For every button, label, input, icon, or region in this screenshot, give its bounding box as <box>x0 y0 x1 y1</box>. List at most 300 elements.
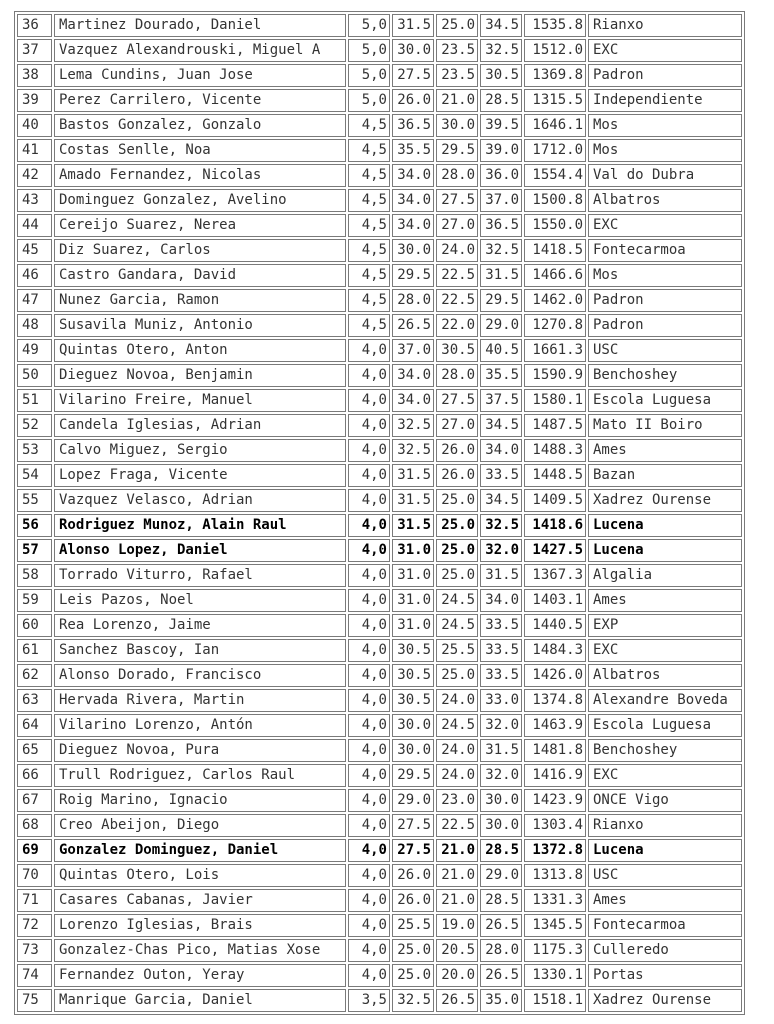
tiebreak-2-cell: 24.5 <box>436 714 478 737</box>
rating-performance-cell: 1448.5 <box>524 464 586 487</box>
tiebreak-3-cell: 31.5 <box>480 564 522 587</box>
rating-performance-cell: 1462.0 <box>524 289 586 312</box>
rating-performance-cell: 1303.4 <box>524 814 586 837</box>
player-name-cell: Susavila Muniz, Antonio <box>54 314 346 337</box>
table-row <box>17 539 742 562</box>
tiebreak-2-cell: 22.5 <box>436 814 478 837</box>
player-name-cell: Amado Fernandez, Nicolas <box>54 164 346 187</box>
tiebreak-2-cell: 27.0 <box>436 214 478 237</box>
points-cell: 4,0 <box>348 764 390 787</box>
points-cell: 3,5 <box>348 989 390 1012</box>
club-cell: EXC <box>588 639 742 662</box>
rating-performance-cell: 1426.0 <box>524 664 586 687</box>
rating-performance-cell: 1500.8 <box>524 189 586 212</box>
position-cell: 45 <box>17 239 52 262</box>
tiebreak-2-cell: 25.0 <box>436 489 478 512</box>
table-row <box>17 639 742 662</box>
tiebreak-2-cell: 27.5 <box>436 389 478 412</box>
table-row <box>17 314 742 337</box>
rating-performance-cell: 1367.3 <box>524 564 586 587</box>
tiebreak-2-cell: 26.0 <box>436 464 478 487</box>
table-row <box>17 239 742 262</box>
points-cell: 4,0 <box>348 739 390 762</box>
tiebreak-3-cell: 26.5 <box>480 914 522 937</box>
tiebreak-2-cell: 28.0 <box>436 364 478 387</box>
tiebreak-1-cell: 34.0 <box>392 164 434 187</box>
position-cell: 38 <box>17 64 52 87</box>
tiebreak-3-cell: 34.0 <box>480 589 522 612</box>
tiebreak-2-cell: 27.5 <box>436 189 478 212</box>
club-cell: EXC <box>588 764 742 787</box>
tiebreak-1-cell: 32.5 <box>392 414 434 437</box>
points-cell: 4,0 <box>348 489 390 512</box>
position-cell: 63 <box>17 689 52 712</box>
position-cell: 52 <box>17 414 52 437</box>
club-cell: Bazan <box>588 464 742 487</box>
table-row <box>17 914 742 937</box>
position-cell: 53 <box>17 439 52 462</box>
tiebreak-2-cell: 24.0 <box>436 764 478 787</box>
club-cell: Independiente <box>588 89 742 112</box>
player-name-cell: Hervada Rivera, Martin <box>54 689 346 712</box>
club-cell: Albatros <box>588 189 742 212</box>
tiebreak-2-cell: 30.0 <box>436 114 478 137</box>
tiebreak-2-cell: 24.5 <box>436 589 478 612</box>
tiebreak-1-cell: 29.5 <box>392 764 434 787</box>
table-row <box>17 939 742 962</box>
tiebreak-2-cell: 24.0 <box>436 689 478 712</box>
tiebreak-3-cell: 33.0 <box>480 689 522 712</box>
table-row <box>17 614 742 637</box>
tiebreak-3-cell: 29.5 <box>480 289 522 312</box>
table-row <box>17 764 742 787</box>
points-cell: 5,0 <box>348 64 390 87</box>
standings-table <box>14 11 745 1015</box>
points-cell: 4,5 <box>348 139 390 162</box>
tiebreak-1-cell: 28.0 <box>392 289 434 312</box>
tiebreak-3-cell: 32.5 <box>480 39 522 62</box>
club-cell: Lucena <box>588 514 742 537</box>
rating-performance-cell: 1418.6 <box>524 514 586 537</box>
table-row <box>17 889 742 912</box>
rating-performance-cell: 1481.8 <box>524 739 586 762</box>
tiebreak-2-cell: 28.0 <box>436 164 478 187</box>
tiebreak-1-cell: 30.0 <box>392 39 434 62</box>
position-cell: 69 <box>17 839 52 862</box>
club-cell: Mos <box>588 114 742 137</box>
rating-performance-cell: 1550.0 <box>524 214 586 237</box>
position-cell: 74 <box>17 964 52 987</box>
position-cell: 60 <box>17 614 52 637</box>
tiebreak-3-cell: 34.5 <box>480 14 522 37</box>
tiebreak-3-cell: 32.0 <box>480 539 522 562</box>
rating-performance-cell: 1661.3 <box>524 339 586 362</box>
points-cell: 4,0 <box>348 364 390 387</box>
player-name-cell: Roig Marino, Ignacio <box>54 789 346 812</box>
points-cell: 4,0 <box>348 339 390 362</box>
player-name-cell: Manrique Garcia, Daniel <box>54 989 346 1012</box>
position-cell: 71 <box>17 889 52 912</box>
table-row <box>17 739 742 762</box>
tiebreak-1-cell: 31.5 <box>392 514 434 537</box>
club-cell: Mos <box>588 264 742 287</box>
tiebreak-3-cell: 40.5 <box>480 339 522 362</box>
rating-performance-cell: 1330.1 <box>524 964 586 987</box>
rating-performance-cell: 1372.8 <box>524 839 586 862</box>
club-cell: Culleredo <box>588 939 742 962</box>
rating-performance-cell: 1403.1 <box>524 589 586 612</box>
player-name-cell: Gonzalez-Chas Pico, Matias Xose <box>54 939 346 962</box>
rating-performance-cell: 1374.8 <box>524 689 586 712</box>
tiebreak-1-cell: 30.5 <box>392 664 434 687</box>
player-name-cell: Quintas Otero, Anton <box>54 339 346 362</box>
player-name-cell: Lorenzo Iglesias, Brais <box>54 914 346 937</box>
club-cell: Ames <box>588 889 742 912</box>
table-row <box>17 114 742 137</box>
tiebreak-3-cell: 32.5 <box>480 514 522 537</box>
position-cell: 48 <box>17 314 52 337</box>
position-cell: 55 <box>17 489 52 512</box>
player-name-cell: Sanchez Bascoy, Ian <box>54 639 346 662</box>
tiebreak-2-cell: 24.5 <box>436 614 478 637</box>
club-cell: Rianxo <box>588 814 742 837</box>
tiebreak-2-cell: 25.0 <box>436 539 478 562</box>
tiebreak-1-cell: 31.0 <box>392 614 434 637</box>
table-row <box>17 189 742 212</box>
tiebreak-3-cell: 32.0 <box>480 764 522 787</box>
tiebreak-3-cell: 35.0 <box>480 989 522 1012</box>
rating-performance-cell: 1423.9 <box>524 789 586 812</box>
points-cell: 4,5 <box>348 214 390 237</box>
tiebreak-3-cell: 28.5 <box>480 839 522 862</box>
club-cell: USC <box>588 339 742 362</box>
player-name-cell: Dominguez Gonzalez, Avelino <box>54 189 346 212</box>
points-cell: 5,0 <box>348 14 390 37</box>
tiebreak-1-cell: 35.5 <box>392 139 434 162</box>
rating-performance-cell: 1313.8 <box>524 864 586 887</box>
tiebreak-3-cell: 34.0 <box>480 439 522 462</box>
points-cell: 4,5 <box>348 314 390 337</box>
tiebreak-2-cell: 26.5 <box>436 989 478 1012</box>
tiebreak-2-cell: 21.0 <box>436 864 478 887</box>
tiebreak-1-cell: 31.5 <box>392 489 434 512</box>
points-cell: 4,0 <box>348 939 390 962</box>
tiebreak-3-cell: 36.0 <box>480 164 522 187</box>
standings-table-container <box>14 11 745 1015</box>
tiebreak-2-cell: 27.0 <box>436 414 478 437</box>
tiebreak-1-cell: 30.5 <box>392 689 434 712</box>
tiebreak-1-cell: 27.5 <box>392 839 434 862</box>
rating-performance-cell: 1512.0 <box>524 39 586 62</box>
tiebreak-2-cell: 26.0 <box>436 439 478 462</box>
tiebreak-1-cell: 34.0 <box>392 389 434 412</box>
player-name-cell: Dieguez Novoa, Benjamin <box>54 364 346 387</box>
club-cell: Padron <box>588 314 742 337</box>
points-cell: 5,0 <box>348 39 390 62</box>
table-row <box>17 989 742 1012</box>
table-row <box>17 439 742 462</box>
position-cell: 61 <box>17 639 52 662</box>
player-name-cell: Castro Gandara, David <box>54 264 346 287</box>
club-cell: Benchoshey <box>588 364 742 387</box>
table-row <box>17 289 742 312</box>
tiebreak-1-cell: 30.0 <box>392 714 434 737</box>
rating-performance-cell: 1409.5 <box>524 489 586 512</box>
table-row <box>17 689 742 712</box>
tiebreak-3-cell: 31.5 <box>480 264 522 287</box>
rating-performance-cell: 1440.5 <box>524 614 586 637</box>
club-cell: ONCE Vigo <box>588 789 742 812</box>
tiebreak-3-cell: 30.0 <box>480 789 522 812</box>
tiebreak-2-cell: 24.0 <box>436 739 478 762</box>
club-cell: EXC <box>588 214 742 237</box>
tiebreak-3-cell: 34.5 <box>480 414 522 437</box>
standings-table-body <box>17 14 742 1012</box>
table-row <box>17 264 742 287</box>
tiebreak-1-cell: 37.0 <box>392 339 434 362</box>
table-row <box>17 214 742 237</box>
player-name-cell: Martinez Dourado, Daniel <box>54 14 346 37</box>
club-cell: Xadrez Ourense <box>588 489 742 512</box>
position-cell: 51 <box>17 389 52 412</box>
table-row <box>17 589 742 612</box>
table-row <box>17 389 742 412</box>
position-cell: 56 <box>17 514 52 537</box>
tiebreak-3-cell: 28.5 <box>480 889 522 912</box>
rating-performance-cell: 1427.5 <box>524 539 586 562</box>
table-row <box>17 814 742 837</box>
tiebreak-2-cell: 20.0 <box>436 964 478 987</box>
tiebreak-1-cell: 27.5 <box>392 64 434 87</box>
table-row <box>17 364 742 387</box>
tiebreak-1-cell: 31.0 <box>392 564 434 587</box>
tiebreak-3-cell: 31.5 <box>480 739 522 762</box>
club-cell: Val do Dubra <box>588 164 742 187</box>
rating-performance-cell: 1488.3 <box>524 439 586 462</box>
points-cell: 4,0 <box>348 814 390 837</box>
points-cell: 4,5 <box>348 189 390 212</box>
club-cell: Xadrez Ourense <box>588 989 742 1012</box>
tiebreak-1-cell: 30.0 <box>392 239 434 262</box>
position-cell: 39 <box>17 89 52 112</box>
position-cell: 41 <box>17 139 52 162</box>
club-cell: Fontecarmoa <box>588 239 742 262</box>
rating-performance-cell: 1416.9 <box>524 764 586 787</box>
points-cell: 4,0 <box>348 464 390 487</box>
club-cell: Albatros <box>588 664 742 687</box>
tiebreak-1-cell: 25.0 <box>392 964 434 987</box>
player-name-cell: Gonzalez Dominguez, Daniel <box>54 839 346 862</box>
tiebreak-2-cell: 23.5 <box>436 64 478 87</box>
tiebreak-1-cell: 36.5 <box>392 114 434 137</box>
tiebreak-3-cell: 33.5 <box>480 639 522 662</box>
position-cell: 40 <box>17 114 52 137</box>
tiebreak-3-cell: 30.5 <box>480 64 522 87</box>
rating-performance-cell: 1580.1 <box>524 389 586 412</box>
points-cell: 4,0 <box>348 689 390 712</box>
tiebreak-1-cell: 29.0 <box>392 789 434 812</box>
tiebreak-2-cell: 25.0 <box>436 564 478 587</box>
rating-performance-cell: 1487.5 <box>524 414 586 437</box>
position-cell: 44 <box>17 214 52 237</box>
rating-performance-cell: 1535.8 <box>524 14 586 37</box>
tiebreak-3-cell: 33.5 <box>480 664 522 687</box>
table-row <box>17 714 742 737</box>
tiebreak-2-cell: 25.0 <box>436 664 478 687</box>
player-name-cell: Bastos Gonzalez, Gonzalo <box>54 114 346 137</box>
tiebreak-1-cell: 34.0 <box>392 364 434 387</box>
table-row <box>17 164 742 187</box>
position-cell: 59 <box>17 589 52 612</box>
position-cell: 37 <box>17 39 52 62</box>
position-cell: 58 <box>17 564 52 587</box>
position-cell: 42 <box>17 164 52 187</box>
rating-performance-cell: 1175.3 <box>524 939 586 962</box>
tiebreak-1-cell: 34.0 <box>392 189 434 212</box>
tiebreak-3-cell: 37.0 <box>480 189 522 212</box>
player-name-cell: Alonso Lopez, Daniel <box>54 539 346 562</box>
rating-performance-cell: 1518.1 <box>524 989 586 1012</box>
tiebreak-1-cell: 25.5 <box>392 914 434 937</box>
table-row <box>17 514 742 537</box>
rating-performance-cell: 1466.6 <box>524 264 586 287</box>
points-cell: 4,0 <box>348 964 390 987</box>
table-row <box>17 864 742 887</box>
table-row <box>17 964 742 987</box>
player-name-cell: Calvo Miguez, Sergio <box>54 439 346 462</box>
player-name-cell: Casares Cabanas, Javier <box>54 889 346 912</box>
rating-performance-cell: 1484.3 <box>524 639 586 662</box>
club-cell: Portas <box>588 964 742 987</box>
player-name-cell: Cereijo Suarez, Nerea <box>54 214 346 237</box>
club-cell: Rianxo <box>588 14 742 37</box>
player-name-cell: Dieguez Novoa, Pura <box>54 739 346 762</box>
player-name-cell: Diz Suarez, Carlos <box>54 239 346 262</box>
player-name-cell: Rodriguez Munoz, Alain Raul <box>54 514 346 537</box>
points-cell: 4,0 <box>348 864 390 887</box>
points-cell: 4,0 <box>348 839 390 862</box>
club-cell: Fontecarmoa <box>588 914 742 937</box>
tiebreak-3-cell: 32.0 <box>480 714 522 737</box>
points-cell: 4,5 <box>348 114 390 137</box>
points-cell: 4,0 <box>348 714 390 737</box>
tiebreak-1-cell: 34.0 <box>392 214 434 237</box>
tiebreak-2-cell: 21.0 <box>436 889 478 912</box>
table-row <box>17 139 742 162</box>
position-cell: 47 <box>17 289 52 312</box>
rating-performance-cell: 1315.5 <box>524 89 586 112</box>
tiebreak-2-cell: 19.0 <box>436 914 478 937</box>
tiebreak-2-cell: 23.5 <box>436 39 478 62</box>
rating-performance-cell: 1369.8 <box>524 64 586 87</box>
club-cell: Lucena <box>588 839 742 862</box>
position-cell: 73 <box>17 939 52 962</box>
rating-performance-cell: 1554.4 <box>524 164 586 187</box>
tiebreak-3-cell: 39.5 <box>480 114 522 137</box>
player-name-cell: Costas Senlle, Noa <box>54 139 346 162</box>
rating-performance-cell: 1590.9 <box>524 364 586 387</box>
tiebreak-3-cell: 36.5 <box>480 214 522 237</box>
position-cell: 49 <box>17 339 52 362</box>
player-name-cell: Alonso Dorado, Francisco <box>54 664 346 687</box>
tiebreak-3-cell: 28.5 <box>480 89 522 112</box>
club-cell: EXC <box>588 39 742 62</box>
tiebreak-3-cell: 33.5 <box>480 464 522 487</box>
points-cell: 4,0 <box>348 639 390 662</box>
tiebreak-3-cell: 39.0 <box>480 139 522 162</box>
player-name-cell: Nunez Garcia, Ramon <box>54 289 346 312</box>
club-cell: Mato II Boiro <box>588 414 742 437</box>
table-row <box>17 64 742 87</box>
tiebreak-2-cell: 21.0 <box>436 839 478 862</box>
points-cell: 4,0 <box>348 514 390 537</box>
tiebreak-1-cell: 26.5 <box>392 314 434 337</box>
rating-performance-cell: 1270.8 <box>524 314 586 337</box>
rating-performance-cell: 1463.9 <box>524 714 586 737</box>
player-name-cell: Leis Pazos, Noel <box>54 589 346 612</box>
points-cell: 4,0 <box>348 914 390 937</box>
club-cell: Ames <box>588 439 742 462</box>
club-cell: Escola Luguesa <box>588 714 742 737</box>
tiebreak-1-cell: 31.0 <box>392 589 434 612</box>
rating-performance-cell: 1331.3 <box>524 889 586 912</box>
points-cell: 4,0 <box>348 389 390 412</box>
tiebreak-2-cell: 25.0 <box>436 514 478 537</box>
position-cell: 62 <box>17 664 52 687</box>
player-name-cell: Quintas Otero, Lois <box>54 864 346 887</box>
position-cell: 68 <box>17 814 52 837</box>
tiebreak-1-cell: 31.5 <box>392 14 434 37</box>
player-name-cell: Vilarino Freire, Manuel <box>54 389 346 412</box>
position-cell: 75 <box>17 989 52 1012</box>
tiebreak-3-cell: 28.0 <box>480 939 522 962</box>
player-name-cell: Candela Iglesias, Adrian <box>54 414 346 437</box>
tiebreak-3-cell: 34.5 <box>480 489 522 512</box>
club-cell: Lucena <box>588 539 742 562</box>
table-row <box>17 664 742 687</box>
club-cell: Padron <box>588 289 742 312</box>
club-cell: USC <box>588 864 742 887</box>
tiebreak-1-cell: 31.0 <box>392 539 434 562</box>
tiebreak-2-cell: 25.0 <box>436 14 478 37</box>
club-cell: Padron <box>588 64 742 87</box>
tiebreak-1-cell: 27.5 <box>392 814 434 837</box>
points-cell: 4,0 <box>348 414 390 437</box>
table-row <box>17 464 742 487</box>
player-name-cell: Trull Rodriguez, Carlos Raul <box>54 764 346 787</box>
tiebreak-2-cell: 22.5 <box>436 289 478 312</box>
position-cell: 67 <box>17 789 52 812</box>
club-cell: Mos <box>588 139 742 162</box>
table-row <box>17 339 742 362</box>
tiebreak-2-cell: 22.0 <box>436 314 478 337</box>
position-cell: 43 <box>17 189 52 212</box>
points-cell: 4,0 <box>348 889 390 912</box>
player-name-cell: Creo Abeijon, Diego <box>54 814 346 837</box>
table-row <box>17 489 742 512</box>
tiebreak-1-cell: 26.0 <box>392 889 434 912</box>
club-cell: Algalia <box>588 564 742 587</box>
tiebreak-1-cell: 32.5 <box>392 989 434 1012</box>
tiebreak-3-cell: 30.0 <box>480 814 522 837</box>
position-cell: 57 <box>17 539 52 562</box>
position-cell: 66 <box>17 764 52 787</box>
points-cell: 4,5 <box>348 289 390 312</box>
points-cell: 4,0 <box>348 664 390 687</box>
tiebreak-1-cell: 30.5 <box>392 639 434 662</box>
tiebreak-3-cell: 29.0 <box>480 864 522 887</box>
tiebreak-2-cell: 21.0 <box>436 89 478 112</box>
